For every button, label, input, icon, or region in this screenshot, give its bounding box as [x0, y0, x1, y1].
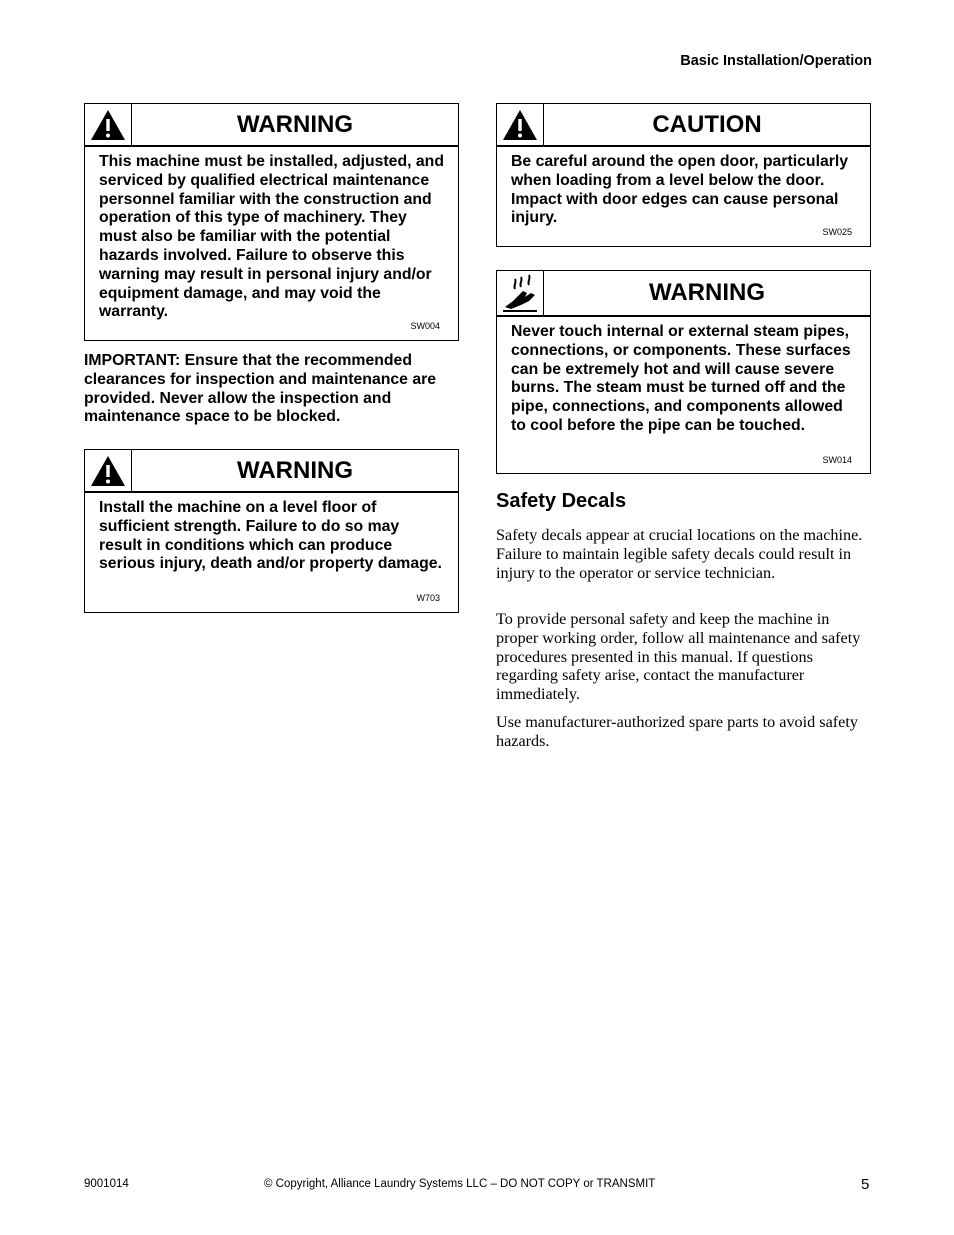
safety-paragraph-1: Safety decals appear at crucial locations on the machine. Failure to maintain legible safety decals could result in injury to the operator or service technician. — [496, 526, 863, 582]
warning-box-steam — [496, 270, 871, 474]
warning-header — [497, 271, 870, 317]
warning-header — [85, 450, 458, 493]
page-section-title: Basic Installation/Operation — [680, 53, 872, 69]
warning-title: WARNING — [237, 456, 353, 484]
warning-triangle-icon — [85, 104, 132, 145]
warning-text: This machine must be installed, adjusted, and serviced by qualified electrical maintenance personnel familiar with the construction and operation of this type of machinery. They must also be familiar with the potential hazards involved. Failure to observe this warning may result in personal injury and/or equipment damage, and may void the warranty. — [99, 153, 444, 321]
decal-code: SW014 — [822, 455, 852, 466]
section-heading: Safety Decals — [496, 490, 627, 512]
warning-text: Install the machine on a level floor of sufficient strength. Failure to do so may result in conditions which can produce serious injury, death and/or property damage. — [99, 499, 442, 573]
warning-body — [85, 493, 458, 615]
footer-copyright: © Copyright, Alliance Laundry Systems LLC – DO NOT COPY or TRANSMIT — [264, 1178, 656, 1190]
warning-body — [85, 147, 458, 343]
warning-title: WARNING — [649, 279, 765, 306]
hot-surface-hand-icon — [497, 271, 544, 315]
warning-box-installation — [84, 103, 459, 341]
safety-paragraph-2: To provide personal safety and keep the machine in proper working order, follow all maintenance and safety procedures presented in this manual. If questions regarding safety arise, contact the manufacturer immediately. — [496, 610, 861, 704]
caution-text: Be careful around the open door, particularly when loading from a level below the door. Impact with door edges can cause personal injury. — [511, 153, 849, 227]
important-note: IMPORTANT: Ensure that the recommended clearances for inspection and maintenance are provided. Never allow the inspection and maintenance space to be blocked. — [84, 352, 437, 426]
warning-triangle-icon — [497, 104, 544, 145]
warning-text: Never touch internal or external steam pipes, connections, or components. These surfaces can be extremely hot and will cause severe burns. The steam must be turned off and the pipe, connections, and components allowed to cool before the pipe can be touched. — [511, 323, 851, 434]
caution-body — [497, 147, 870, 249]
caution-title: CAUTION — [652, 110, 762, 138]
warning-body — [497, 317, 870, 477]
caution-header — [497, 104, 870, 147]
warning-box-floor — [84, 449, 459, 613]
warning-title: WARNING — [237, 110, 353, 138]
page-number: 5 — [861, 1176, 870, 1193]
decal-code: SW025 — [822, 227, 852, 238]
decal-code: W703 — [416, 593, 440, 604]
footer-doc-number: 9001014 — [84, 1178, 129, 1190]
warning-header — [85, 104, 458, 147]
safety-paragraph-3: Use manufacturer-authorized spare parts to avoid safety hazards. — [496, 713, 858, 750]
warning-triangle-icon — [85, 450, 132, 491]
decal-code: SW004 — [410, 321, 440, 332]
caution-box-door — [496, 103, 871, 247]
